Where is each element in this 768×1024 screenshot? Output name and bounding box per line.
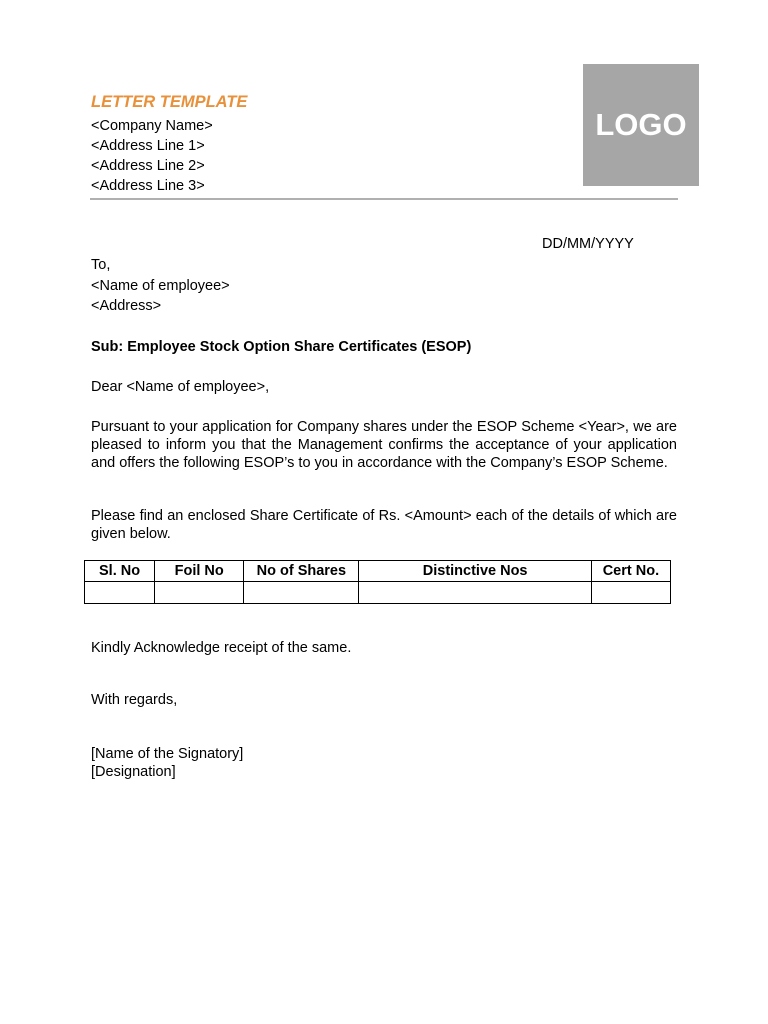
logo-text: LOGO bbox=[595, 107, 687, 142]
recipient-address: <Address> bbox=[91, 298, 162, 314]
address-line-3: <Address Line 3> bbox=[91, 178, 205, 194]
certificate-table bbox=[84, 560, 671, 604]
letter-title: LETTER TEMPLATE bbox=[91, 93, 248, 111]
salutation: Dear <Name of employee>, bbox=[91, 379, 270, 395]
table-cell bbox=[591, 582, 670, 604]
table-header-row bbox=[85, 561, 671, 582]
regards-line: With regards, bbox=[91, 692, 178, 708]
col-header-distinctive-nos: Distinctive Nos bbox=[359, 561, 591, 582]
col-header-cert-no: Cert No. bbox=[591, 561, 670, 582]
col-header-foil-no: Foil No bbox=[155, 561, 244, 582]
header-divider bbox=[90, 198, 678, 200]
address-line-1: <Address Line 1> bbox=[91, 138, 205, 154]
col-header-sl-no: Sl. No bbox=[85, 561, 155, 582]
body-paragraph-1: Pursuant to your application for Company shares under the ESOP Scheme <Year>, we are pleased to inform you that the Management confirms the acceptance of your application and offers the following ESOP’s to you in accordance with the Company’s ESOP Scheme. bbox=[91, 419, 677, 471]
letter-date: DD/MM/YYYY bbox=[542, 236, 634, 252]
table-cell bbox=[155, 582, 244, 604]
company-name: <Company Name> bbox=[91, 118, 213, 134]
subject-line: Sub: Employee Stock Option Share Certificates (ESOP) bbox=[91, 339, 472, 355]
body-paragraph-2: Please find an enclosed Share Certificate of Rs. <Amount> each of the details of which are given below. bbox=[91, 508, 677, 542]
table-cell bbox=[244, 582, 359, 604]
acknowledge-line: Kindly Acknowledge receipt of the same. bbox=[91, 640, 352, 656]
logo-placeholder bbox=[583, 64, 699, 186]
recipient-to: To, bbox=[91, 257, 111, 273]
address-line-2: <Address Line 2> bbox=[91, 158, 205, 174]
table-cell bbox=[85, 582, 155, 604]
signatory-name: [Name of the Signatory] bbox=[91, 746, 244, 762]
col-header-no-of-shares: No of Shares bbox=[244, 561, 359, 582]
signatory-designation: [Designation] bbox=[91, 764, 176, 780]
recipient-name: <Name of employee> bbox=[91, 278, 230, 294]
table-row bbox=[85, 582, 671, 604]
table-cell bbox=[359, 582, 591, 604]
